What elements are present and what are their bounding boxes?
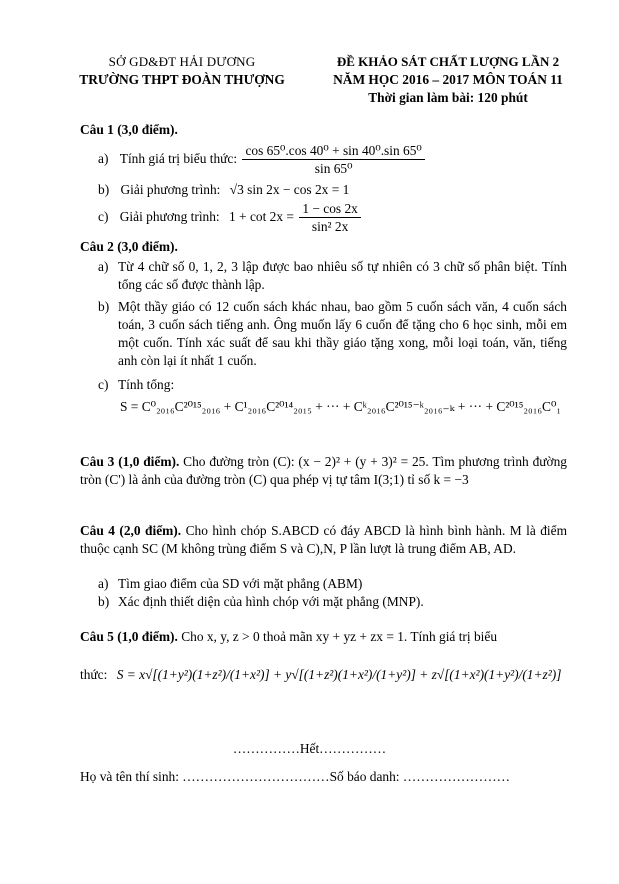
q4-b-text: Xác định thiết diện của hình chóp với mặt phẳng (MNP). [118,594,424,609]
q1-b [98,181,349,199]
q1-b-text: Giải phương trình: [120,182,221,197]
q1-a-numerator: cos 65⁰.cos 40⁰ + sin 40⁰.sin 65⁰ [242,142,424,160]
q1-a-text: Tính giá trị biểu thức: [119,151,238,166]
q5-formula-line [80,666,561,684]
q1-c-text: Giải phương trình: [119,209,220,224]
q4-text: Cho hình chóp S.ABCD có đáy ABCD là hình bình hành. M là điểm thuộc cạnh SC (M không trùng điểm S và C),N, P lần lượt là trung điểm AB, AD. [80,523,567,557]
q4-a-text: Tìm giao điểm của SD với mặt phẳng (ABM) [118,576,363,591]
q2-a [98,258,567,294]
q5 [80,628,567,646]
q1-b-equation: √3 sin 2x − cos 2x = 1 [229,182,350,197]
school-name: TRƯỜNG THPT ĐOÀN THƯỢNG [79,71,285,87]
q5-text2: thức: [80,667,108,682]
q5-title: Câu 5 (1,0 điểm). [80,629,178,644]
candidate-info-line: Họ và tên thí sinh: ……………………………Số báo danh: …………………… [80,769,510,784]
q2-c [98,376,567,394]
q4 [80,522,567,558]
header-right [318,53,578,107]
q5-formula: S = x√[(1+y²)(1+z²)/(1+x²)] + y√[(1+z²)(1+x²)/(1+y²)] + z√[(1+x²)(1+y²)/(1+z²)] [116,667,562,682]
q2-a-label: a) [98,259,109,274]
q4-a-label: a) [98,576,109,591]
q1-a [98,142,427,178]
q1-b-label: b) [98,182,110,197]
q4-title: Câu 4 (2,0 điểm). [80,523,182,538]
q4-b-label: b) [98,594,110,609]
q1-c-denominator: sin² 2x [311,219,349,235]
q1-c-label: c) [98,209,109,224]
q2-c-formula: S = C⁰₂₀₁₆C²⁰¹⁵₂₀₁₆ + C¹₂₀₁₆C²⁰¹⁴₂₀₁₅ + ··· + Cᵏ₂₀₁₆C²⁰¹⁵⁻ᵏ₂₀₁₆₋ₖ + ··· + C²⁰¹⁵₂₀₁₆C⁰₁ [120,399,562,414]
q2-b-label: b) [98,299,110,314]
q5-text1: Cho x, y, z > 0 thoả mãn xy + yz + zx = 1. Tính giá trị biểu [181,629,498,644]
q3-text: Cho đường tròn (C): (x − 2)² + (y + 3)² = 25. Tìm phương trình đường tròn (C') là ảnh của đường tròn (C) qua phép vị tự tâm I(3;1) tỉ số k = −3 [80,454,567,488]
q3 [80,453,567,489]
q1-c-lhs: 1 + cot 2x = [229,209,294,224]
q2-b [98,298,567,370]
q1-a-fraction [242,142,424,178]
exam-year-subject: NĂM HỌC 2016 – 2017 MÔN TOÁN 11 [333,71,563,87]
q2-c-text: Tính tổng: [118,377,175,392]
q1-a-label: a) [98,151,109,166]
q1-c-numerator: 1 − cos 2x [299,200,361,218]
exam-title: ĐỀ KHẢO SÁT CHẤT LƯỢNG LẦN 2 [336,54,560,69]
q1-a-denominator: sin 65⁰ [314,161,353,177]
department-name: SỞ GD&ĐT HẢI DƯƠNG [108,54,256,69]
q1-c [98,200,363,236]
q2-b-text: Một thầy giáo có 12 cuốn sách khác nhau, bao gồm 5 cuốn sách văn, 4 cuốn sách toán, 3 cuốn sách tiếng anh. Ông muốn lấy 6 cuốn để tặng cho 6 học sinh, mỗi em một cuốn. Tính xác suất để sau khi thầy giáo tặng xong, mỗi loại toán, văn, tiếng anh còn lại ít nhất 1 cuốn. [118,299,567,369]
exam-duration: Thời gian làm bài: 120 phút [368,89,528,105]
q4-b [98,593,567,611]
q1-title: Câu 1 (3,0 điểm). [80,122,178,137]
header-left [62,53,302,89]
q2-title: Câu 2 (3,0 điểm). [80,239,178,254]
q4-a [98,575,567,593]
q2-c-label: c) [98,377,109,392]
q1-c-fraction [299,200,361,236]
q3-title: Câu 3 (1,0 điểm). [80,454,180,469]
end-marker: ……………Hết…………… [232,741,387,756]
q2-a-text: Từ 4 chữ số 0, 1, 2, 3 lập được bao nhiêu số tự nhiên có 3 chữ số phân biệt. Tính tổng các số được thành lập. [118,259,567,293]
